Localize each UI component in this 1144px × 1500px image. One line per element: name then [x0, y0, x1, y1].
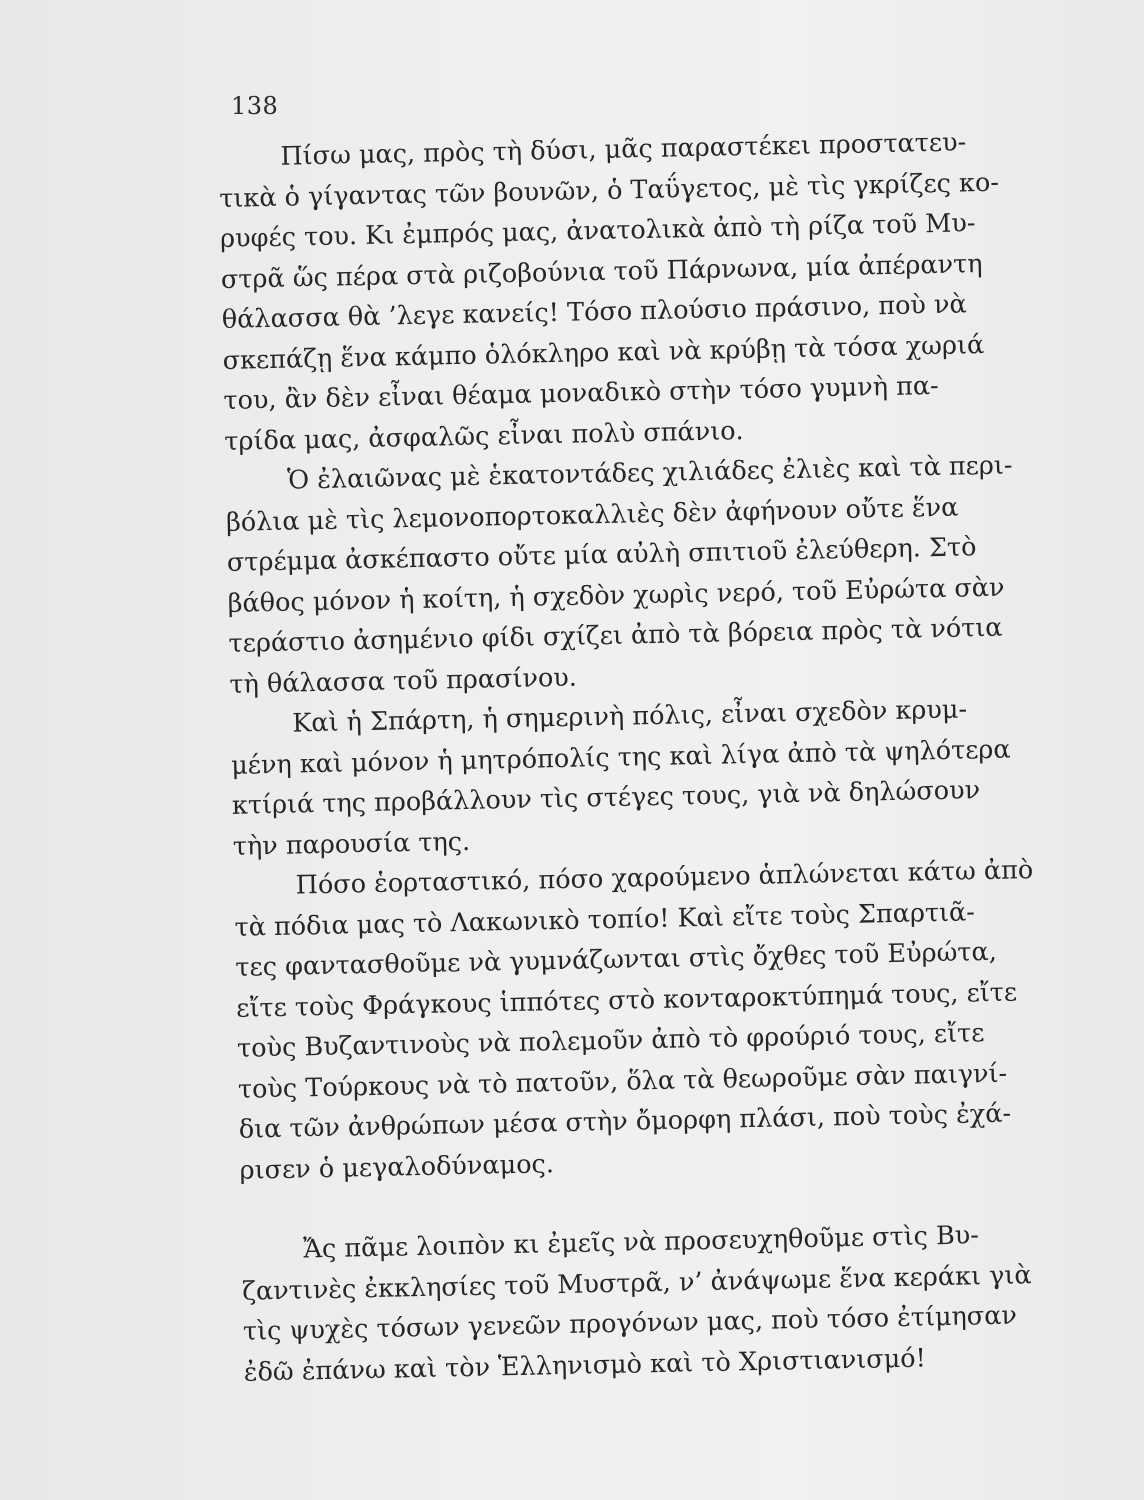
- text-line: Ὁ ἐλαιῶνας μὲ ἑκατοντάδες χιλιάδες ἐλιὲς καὶ τὰ περι-: [286, 450, 1013, 496]
- text-line: Ἄς πᾶμε λοιπὸν κι ἐμεῖς νὰ προσευχηθοῦμε στὶς Βυ-: [302, 1220, 980, 1265]
- text-line: του, ἂν δὲν εἶναι θέαμα μοναδικὸ στὴν τόσο γυμνὴ πα-: [223, 370, 939, 416]
- text-line: τὶς ψυχὲς τόσων γενεῶν προγόνων μας, ποὺ τόσο ἐτίμησαν: [242, 1300, 1018, 1347]
- text-line: τικὰ ὁ γίγαντας τῶν βουνῶν, ὁ Ταΰγετος, μὲ τὶς γκρίζες κο-: [218, 167, 1000, 214]
- text-line: στρέμμα ἀσκέπαστο οὔτε μία αὐλὴ σπιτιοῦ ἐλεύθερη. Στὸ: [226, 532, 977, 578]
- text-line: Πόσο ἑορταστικό, πόσο χαρούμενο ἁπλώνεται κάτω ἀπὸ: [295, 855, 1034, 901]
- text-line: βάθος μόνον ἡ κοίτη, ἡ σχεδὸν χωρὶς νερό, τοῦ Εὐρώτα σὰν: [227, 572, 1005, 619]
- text-line: τὴν παρουσία της.: [232, 826, 471, 862]
- text-line: τὴ θάλασσα τοῦ πρασίνου.: [229, 662, 578, 700]
- text-line: ρυφές του. Κι ἐμπρός μας, ἀνατολικὰ ἀπὸ τὴ ρίζα τοῦ Μυ-: [219, 208, 976, 254]
- paragraph: [225, 445, 1050, 705]
- text-line: βόλια μὲ τὶς λεμονοπορτοκαλλιὲς δὲν ἀφήνουν οὔτε ἕνα: [225, 492, 959, 538]
- text-line: Πίσω μας, πρὸς τὴ δύσι, μᾶς παραστέκει προστατευ-: [280, 127, 967, 172]
- text-line: σκεπάζῃ ἕνα κάμπο ὁλόκληρο καὶ νὰ κρύβῃ τὰ τόσα χωριά: [222, 329, 985, 376]
- text-line: στρᾶ ὥς πέρα στὰ ριζοβούνια τοῦ Πάρνωνα, μία ἀπέραντη: [220, 248, 983, 295]
- body-text: [218, 121, 1064, 1393]
- text-line: τες φαντασθοῦμε νὰ γυμνάζωνται στὶς ὄχθες τοῦ Εὐρώτα,: [235, 936, 998, 983]
- text-line: θάλασσα θὰ ’λεγε κανείς! Τόσο πλούσιο πράσινο, ποὺ νὰ: [221, 289, 968, 335]
- text-line: τοὺς Βυζαντινοὺς νὰ πολεμοῦν ἀπὸ τὸ φρούριό τους, εἴτε: [236, 1018, 985, 1064]
- text-line: τεράστιο ἀσημένιο φίδι σχίζει ἀπὸ τὰ βόρεια πρὸς τὰ νότια: [228, 612, 1003, 659]
- paragraph: [233, 850, 1060, 1191]
- text-line: Καὶ ἡ Σπάρτη, ἡ σημερινὴ πόλις, εἶναι σχεδὸν κρυμ-: [291, 694, 968, 739]
- paragraph: [218, 121, 1045, 462]
- text-line: ρισεν ὁ μεγαλοδύναμος.: [239, 1148, 555, 1186]
- text-line: μένη καὶ μόνον ἡ μητρόπολίς της καὶ λίγα ἀπὸ τὰ ψηλότερα: [230, 734, 1011, 781]
- paragraph: [230, 688, 1053, 867]
- page-number: 138: [231, 92, 279, 120]
- text-line: δια τῶν ἀνθρώπων μέσα στὴν ὄμορφη πλάσι, ποὺ τοὺς ἐχά-: [238, 1098, 1012, 1145]
- text-line: τὰ πόδια μας τὸ Λακωνικὸ τοπίο! Καὶ εἴτε τοὺς Σπαρτιᾶ-: [234, 896, 976, 943]
- text-line: τρίδα μας, ἀσφαλῶς εἶναι πολὺ σπάνιο.: [224, 415, 744, 457]
- text-line: ἐδῶ ἐπάνω καὶ τὸν Ἑλληνισμὸ καὶ τὸ Χριστιανισμό!: [243, 1342, 927, 1388]
- paragraph: [241, 1214, 1064, 1393]
- text-line: τοὺς Τούρκους νὰ τὸ πατοῦν, ὅλα τὰ θεωροῦμε σὰν παιγνί-: [237, 1058, 1008, 1105]
- text-line: εἴτε τοὺς Φράγκους ἱππότες στὸ κονταροκτύπημά τους, εἴτε: [235, 976, 1018, 1024]
- text-line: κτίριά της προβάλλουν τὶς στέγες τους, γιὰ νὰ δηλώσουν: [231, 775, 981, 821]
- text-line: ζαντινὲς ἐκκλησίες τοῦ Μυστρᾶ, ν’ ἀνάψωμε ἕνα κεράκι γιὰ: [241, 1259, 1032, 1307]
